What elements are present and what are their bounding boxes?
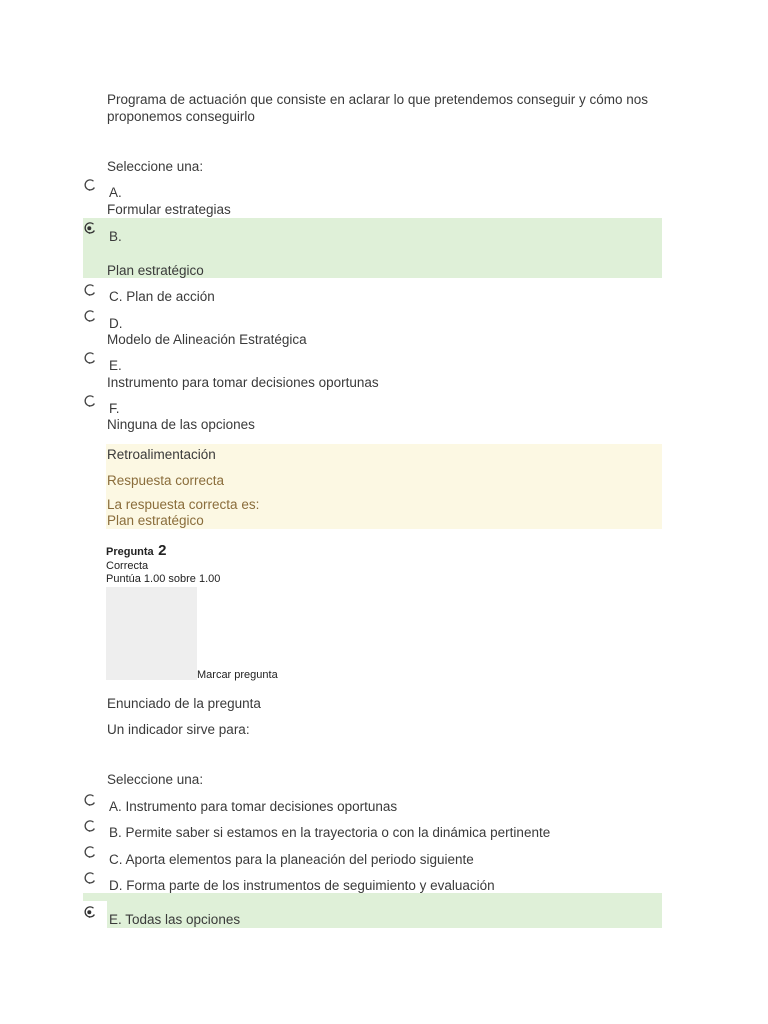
question1-option-a-radio[interactable]: [83, 178, 97, 192]
radio-unchecked-icon: [83, 351, 97, 365]
feedback-title: Retroalimentación: [107, 447, 216, 462]
question2-prompt: Seleccione una:: [107, 772, 204, 787]
question2-option-e-radio[interactable]: [83, 905, 97, 919]
question2-option-a-radio[interactable]: [83, 793, 97, 807]
question2-option-d-radio[interactable]: [83, 871, 97, 885]
feedback-answer-label: La respuesta correcta es:: [107, 497, 260, 512]
question1-option-c-radio[interactable]: [83, 283, 97, 297]
radio-unchecked-icon: [83, 819, 97, 833]
question1-option-a-letter: A.: [109, 185, 122, 200]
question1-option-a-text: Formular estrategias: [107, 202, 231, 217]
feedback-answer: Plan estratégico: [107, 513, 204, 528]
question1-option-f-text: Ninguna de las opciones: [107, 417, 255, 432]
question1-option-c-text: C. Plan de acción: [109, 289, 215, 304]
question1-option-d-radio[interactable]: [83, 309, 97, 323]
radio-unchecked-icon: [83, 394, 97, 408]
radio-unchecked-icon: [83, 178, 97, 192]
question1-text-line1: Programa de actuación que consiste en aclarar lo que pretendemos conseguir y cómo nos: [107, 92, 649, 107]
feedback-status: Respuesta correcta: [107, 473, 225, 488]
question2-number: 2: [158, 542, 167, 559]
question2-option-e-text: E. Todas las opciones: [109, 912, 241, 927]
question2-option-a-text: A. Instrumento para tomar decisiones oportunas: [109, 799, 398, 814]
question1-option-b-radio[interactable]: [83, 221, 97, 235]
question1-option-e-text: Instrumento para tomar decisiones oportunas: [107, 375, 379, 390]
question2-number-line: [106, 542, 166, 560]
flag-question-link[interactable]: Marcar pregunta: [197, 669, 278, 681]
radio-unchecked-icon: [83, 871, 97, 885]
question1-option-b-letter: B.: [109, 229, 122, 244]
question1-option-b-text: Plan estratégico: [107, 263, 204, 278]
question2-option-c-radio[interactable]: [83, 845, 97, 859]
radio-checked-icon: [83, 905, 97, 919]
question1-option-e-letter: E.: [109, 358, 122, 373]
flag-icon-placeholder[interactable]: [106, 587, 197, 680]
question2-grade: Puntúa 1.00 sobre 1.00: [106, 573, 221, 585]
radio-unchecked-icon: [83, 309, 97, 323]
question2-option-c-text: C. Aporta elementos para la planeación del periodo siguiente: [109, 852, 474, 867]
radio-unchecked-icon: [83, 845, 97, 859]
question2-label: Pregunta: [106, 546, 154, 558]
question2-option-b-text: B. Permite saber si estamos en la trayectoria o con la dinámica pertinente: [109, 825, 551, 840]
question2-state: Correcta: [106, 560, 149, 572]
radio-checked-icon: [83, 221, 97, 235]
question1-option-d-letter: D.: [109, 316, 123, 331]
question2-option-b-radio[interactable]: [83, 819, 97, 833]
question1-option-f-radio[interactable]: [83, 394, 97, 408]
question1-prompt: Seleccione una:: [107, 159, 204, 174]
question1-option-f-letter: F.: [109, 401, 120, 416]
question2-heading: Enunciado de la pregunta: [107, 696, 261, 711]
radio-unchecked-icon: [83, 283, 97, 297]
radio-unchecked-icon: [83, 793, 97, 807]
question1-text-line2: proponemos conseguirlo: [107, 109, 255, 124]
question2-text: Un indicador sirve para:: [107, 722, 250, 737]
question2-option-d-text: D. Forma parte de los instrumentos de seguimiento y evaluación: [109, 878, 495, 893]
question1-option-d-text: Modelo de Alineación Estratégica: [107, 332, 307, 347]
question1-option-e-radio[interactable]: [83, 351, 97, 365]
